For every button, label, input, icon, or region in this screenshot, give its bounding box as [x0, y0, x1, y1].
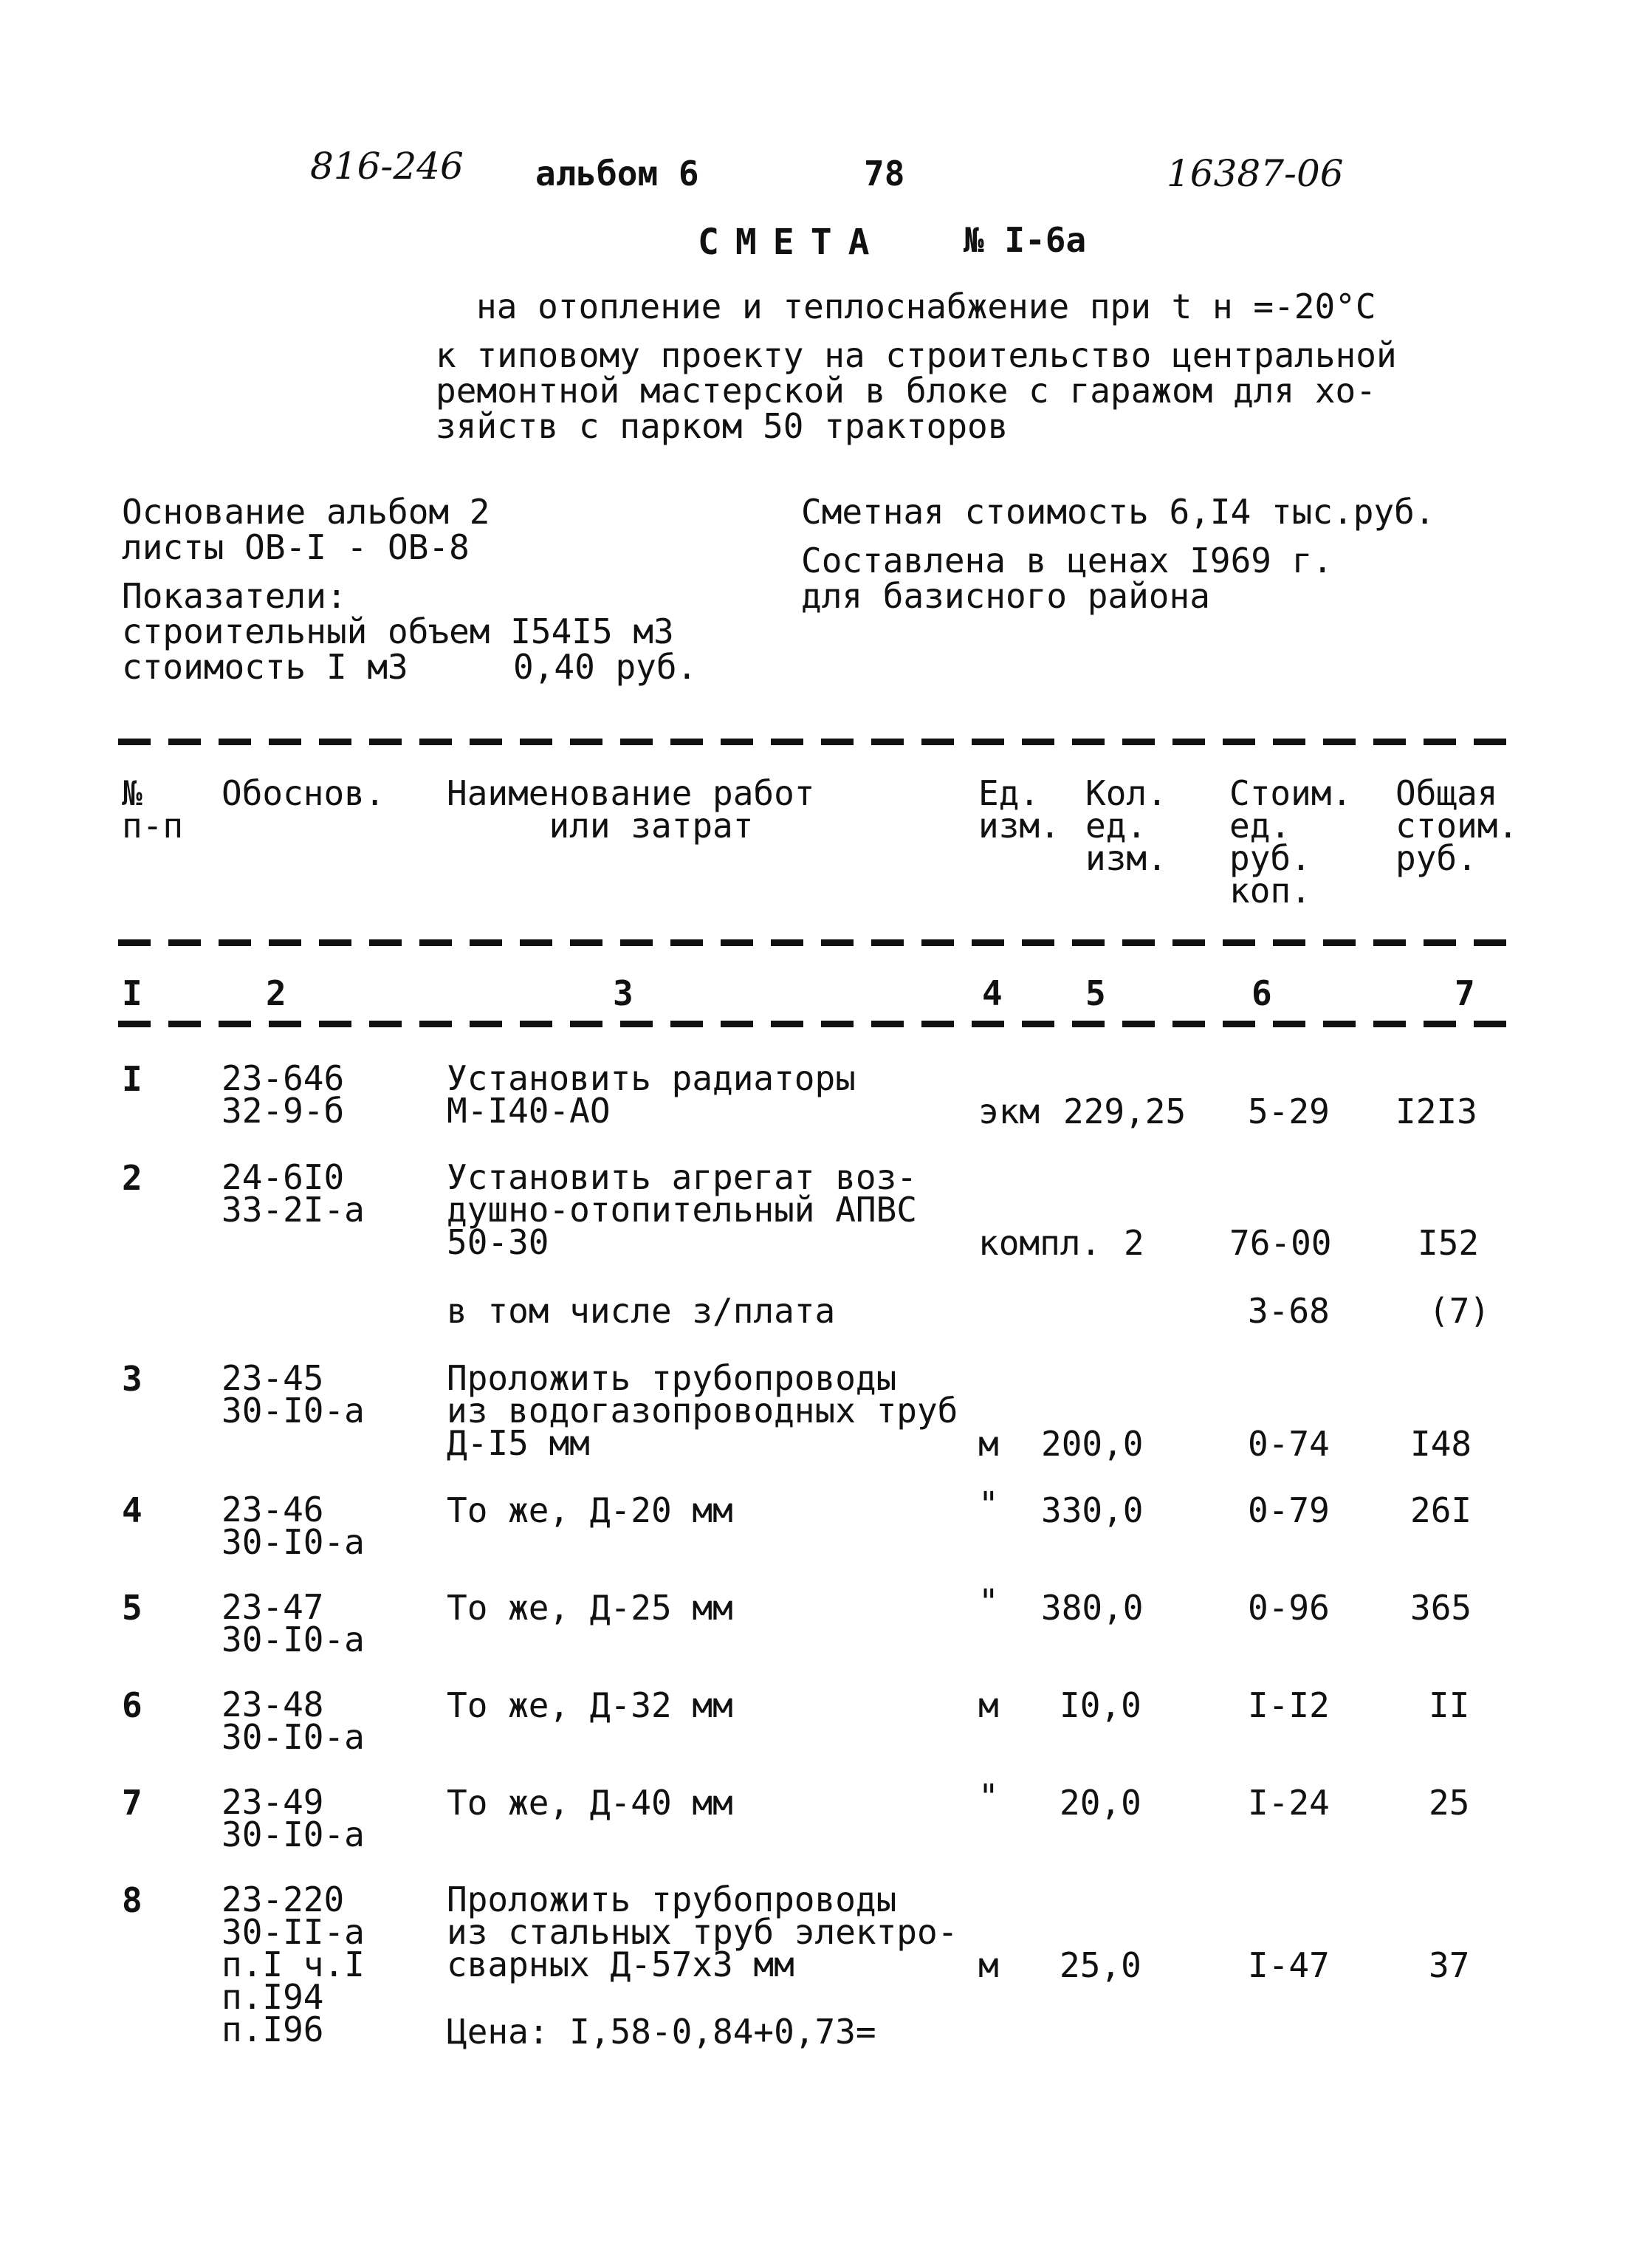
basis-line-1: Основание альбом 2 — [122, 492, 490, 532]
row-8-unit: м — [978, 1945, 999, 1985]
row-7-price: I-24 — [1248, 1783, 1330, 1823]
document-number: № I-6а — [964, 220, 1087, 260]
row-8-basis: 23-220 30-II-а п.I ч.I п.I94 п.I96 — [222, 1880, 365, 2049]
row-5-unit: " — [978, 1582, 999, 1622]
title-line-3: ремонтной мастерской в блоке с гаражом для хо- — [436, 371, 1376, 411]
row-6-number: 6 — [122, 1685, 143, 1725]
row-3-total: I48 — [1410, 1424, 1472, 1464]
building-volume: строительный объем I54I5 м3 — [122, 611, 674, 651]
table-rule-header — [118, 939, 1506, 946]
row-5-total: 365 — [1410, 1588, 1472, 1628]
album-label: альбом 6 — [535, 154, 699, 193]
row-3-unit: м — [978, 1424, 999, 1464]
row-1-basis: 23-646 32-9-б — [222, 1058, 345, 1131]
row-7-number: 7 — [122, 1783, 143, 1823]
row-4-qty: 330,0 — [1041, 1490, 1144, 1530]
row-5-name: То же, Д-25 мм — [447, 1588, 733, 1628]
row-3-price: 0-74 — [1248, 1424, 1330, 1464]
row-5-number: 5 — [122, 1588, 143, 1628]
column-number-3: 3 — [613, 973, 633, 1013]
row-2-number: 2 — [122, 1158, 143, 1198]
row-5-price: 0-96 — [1248, 1588, 1330, 1628]
table-rule-numbers — [118, 1021, 1506, 1027]
header-total: Общая стоим. руб. — [1395, 773, 1519, 878]
row-5-basis: 23-47 30-I0-а — [222, 1587, 365, 1659]
row-2-price: 76-00 — [1229, 1223, 1332, 1263]
row-3-name: Проложить трубопроводы из водогазопроводных труб Д-I5 мм — [447, 1358, 958, 1463]
row-1-unit: экм — [978, 1092, 1040, 1131]
row-2-name: Установить агрегат воз- душно-отопительный АПВС 50-30 — [447, 1157, 917, 1262]
header-basis: Обоснов. — [222, 773, 385, 813]
row-4-price: 0-79 — [1248, 1490, 1330, 1530]
document-title: СМЕТА — [698, 222, 886, 263]
handwritten-left-code: 816-246 — [310, 145, 464, 188]
row-7-qty: 20,0 — [1060, 1783, 1141, 1823]
row-2-total: I52 — [1418, 1223, 1480, 1263]
row-1-qty: 229,25 — [1063, 1092, 1187, 1131]
column-number-7: 7 — [1455, 973, 1475, 1013]
basis-line-2: листы ОВ-I - ОВ-8 — [122, 527, 470, 567]
header-unit-price: Стоим. ед. руб. коп. — [1229, 773, 1353, 911]
row-6-price: I-I2 — [1248, 1685, 1330, 1725]
row-3-qty: 200,0 — [1041, 1424, 1144, 1464]
table-rule-top — [118, 739, 1506, 745]
row-8-price: I-47 — [1248, 1945, 1330, 1985]
prices-region: для базисного района — [801, 576, 1210, 616]
title-line-1: на отопление и теплоснабжение при t н =-20°C — [476, 287, 1376, 326]
row-1-number: I — [122, 1059, 143, 1099]
row-7-basis: 23-49 30-I0-а — [222, 1782, 365, 1854]
header-unit: Ед. изм. — [978, 773, 1060, 846]
header-number: № п-п — [122, 773, 184, 846]
row-8-name: Проложить трубопроводы из стальных труб электро- сварных Д-57х3 мм — [447, 1880, 958, 1984]
row-1-name: Установить радиаторы М-I40-АО — [447, 1058, 856, 1131]
column-number-4: 4 — [982, 973, 1003, 1013]
row-2-unit: компл. — [978, 1223, 1102, 1263]
title-line-4: зяйств с парком 50 тракторов — [436, 406, 1009, 446]
row-7-name: То же, Д-40 мм — [447, 1783, 733, 1823]
row-8-number: 8 — [122, 1880, 143, 1920]
row-5-qty: 380,0 — [1041, 1588, 1144, 1628]
row-4-unit: " — [978, 1484, 999, 1524]
row-2-wage-total: (7) — [1429, 1291, 1491, 1331]
row-1-total: I2I3 — [1395, 1092, 1477, 1131]
unit-cost-value: 0,40 руб. — [513, 647, 698, 687]
row-1-price: 5-29 — [1248, 1092, 1330, 1131]
row-6-unit: м — [978, 1685, 999, 1725]
column-number-5: 5 — [1085, 973, 1106, 1013]
header-name: Наименование работ или затрат — [447, 773, 815, 846]
row-4-number: 4 — [122, 1490, 143, 1530]
row-4-basis: 23-46 30-I0-а — [222, 1490, 365, 1562]
unit-cost-label: стоимость I м3 — [122, 647, 408, 687]
prices-year: Составлена в ценах I969 г. — [801, 541, 1333, 580]
header-quantity: Кол. ед. изм. — [1085, 773, 1167, 878]
handwritten-right-code: 16387-06 — [1167, 152, 1344, 195]
row-8-price-note: Цена: I,58-0,84+0,73= — [447, 2012, 876, 2052]
indicators-label: Показатели: — [122, 576, 347, 616]
row-4-name: То же, Д-20 мм — [447, 1490, 733, 1530]
row-2-wage-label: в том числе з/плата — [447, 1291, 836, 1331]
row-3-basis: 23-45 30-I0-а — [222, 1358, 365, 1431]
column-number-1: I — [122, 973, 143, 1013]
row-2-basis: 24-6I0 33-2I-а — [222, 1157, 365, 1230]
row-6-total: II — [1429, 1685, 1470, 1725]
row-4-total: 26I — [1410, 1490, 1472, 1530]
row-3-number: 3 — [122, 1359, 143, 1399]
row-7-unit: " — [978, 1777, 999, 1817]
row-7-total: 25 — [1429, 1783, 1470, 1823]
row-8-total: 37 — [1429, 1945, 1470, 1985]
column-number-6: 6 — [1251, 973, 1272, 1013]
row-2-wage-price: 3-68 — [1248, 1291, 1330, 1331]
page-number: 78 — [864, 154, 905, 193]
row-6-name: То же, Д-32 мм — [447, 1685, 733, 1725]
title-line-2: к типовому проекту на строительство центральной — [436, 335, 1397, 375]
estimate-cost: Сметная стоимость 6,I4 тыс.руб. — [801, 492, 1435, 532]
row-8-qty: 25,0 — [1060, 1945, 1141, 1985]
row-2-qty: 2 — [1124, 1223, 1144, 1263]
row-6-qty: I0,0 — [1060, 1685, 1141, 1725]
column-number-2: 2 — [266, 973, 286, 1013]
row-6-basis: 23-48 30-I0-а — [222, 1685, 365, 1757]
